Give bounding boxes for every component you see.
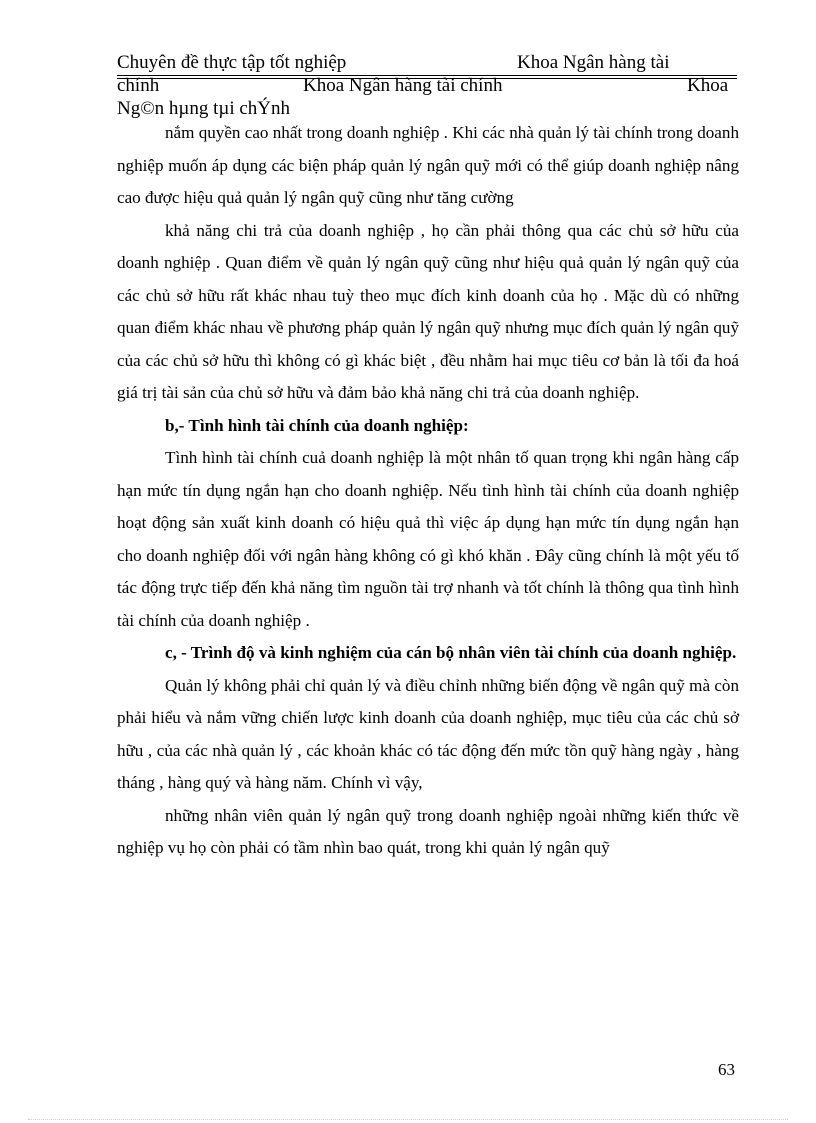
header-left: Chuyên đề thực tập tốt nghiệp [117, 52, 347, 73]
paragraph: nắm quyền cao nhất trong doanh nghiệp . Khi các nhà quản lý tài chính trong doanh nghiệp muốn áp dụng các biện pháp quản lý ngân quỹ mới có thể giúp doanh nghiệp nâng cao được hiệu quả quản lý ngân quỹ cũng như tăng cường [117, 123, 739, 207]
body-text [117, 117, 739, 865]
paragraph: Quản lý không phải chỉ quản lý và điều chỉnh những biến động về ngân quỹ mà còn phải hiểu và nắm vững chiến lược kinh doanh của doanh nghiệp, mục tiêu của các chủ sở hữu , của các nhà quản lý , các khoản khác có tác động đến mức tồn quỹ hàng ngày , hàng tháng , hàng quý và hàng năm. Chính vì vậy, [117, 675, 739, 792]
header-line2-right: Khoa [687, 75, 729, 96]
paragraph: khả năng chi trả của doanh nghiệp , họ cần phải thông qua các chủ sở hữu của doanh nghiệp . Quan điểm về quản lý ngân quỹ cũng như hiệu quả quản lý ngân quỹ của các chủ sở hữu rất khác nhau tuỳ theo mục đích kinh doanh của họ . Mặc dù có những quan điểm khác nhau về phương pháp quản lý ngân quỹ nhưng mục đích quản lý ngân quỹ của các chủ sở hữu thì không có gì khác biệt , đều nhằm hai mục tiêu cơ bản là tối đa hoá giá trị tài sản của chủ sở hữu và đảm bảo khả năng chi trả của doanh nghiệp. [117, 220, 739, 402]
page-number: 63 [718, 1060, 735, 1079]
header-line3: Ng©n hµng tµi chÝnh [117, 98, 291, 119]
section-heading: b,- Tình hình tài chính của doanh nghiệp: [165, 415, 469, 435]
header-line2-mid: Khoa Ngân hàng tài chính [303, 75, 503, 96]
section-heading: c, - Trình độ và kinh nghiệm của cán bộ nhân viên tài chính của doanh nghiệp. [165, 643, 737, 662]
header-right: Khoa Ngân hàng tài [517, 52, 670, 73]
paragraph: Tình hình tài chính cuả doanh nghiệp là một nhân tố quan trọng khi ngân hàng cấp hạn mức tín dụng ngắn hạn cho doanh nghiệp. Nếu tình hình tài chính của doanh nghiệp hoạt động sản xuất kinh doanh có hiệu quả thì việc áp dụng hạn mức tín dụng ngắn hạn cho doanh nghiệp đối với ngân hàng không có gì khó khăn . Đây cũng chính là một yếu tố tác động trực tiếp đến khả năng tìm nguồn tài trợ nhanh và tốt chính là thông qua tình hình tài chính của doanh nghiệp . [117, 448, 739, 630]
page-bottom-divider [28, 1119, 788, 1120]
paragraph: những nhân viên quản lý ngân quỹ trong doanh nghiệp ngoài những kiến thức về nghiệp vụ họ còn phải có tầm nhìn bao quát, trong khi quản lý ngân quỹ [117, 805, 739, 857]
header-line2-left: chính [117, 75, 160, 96]
